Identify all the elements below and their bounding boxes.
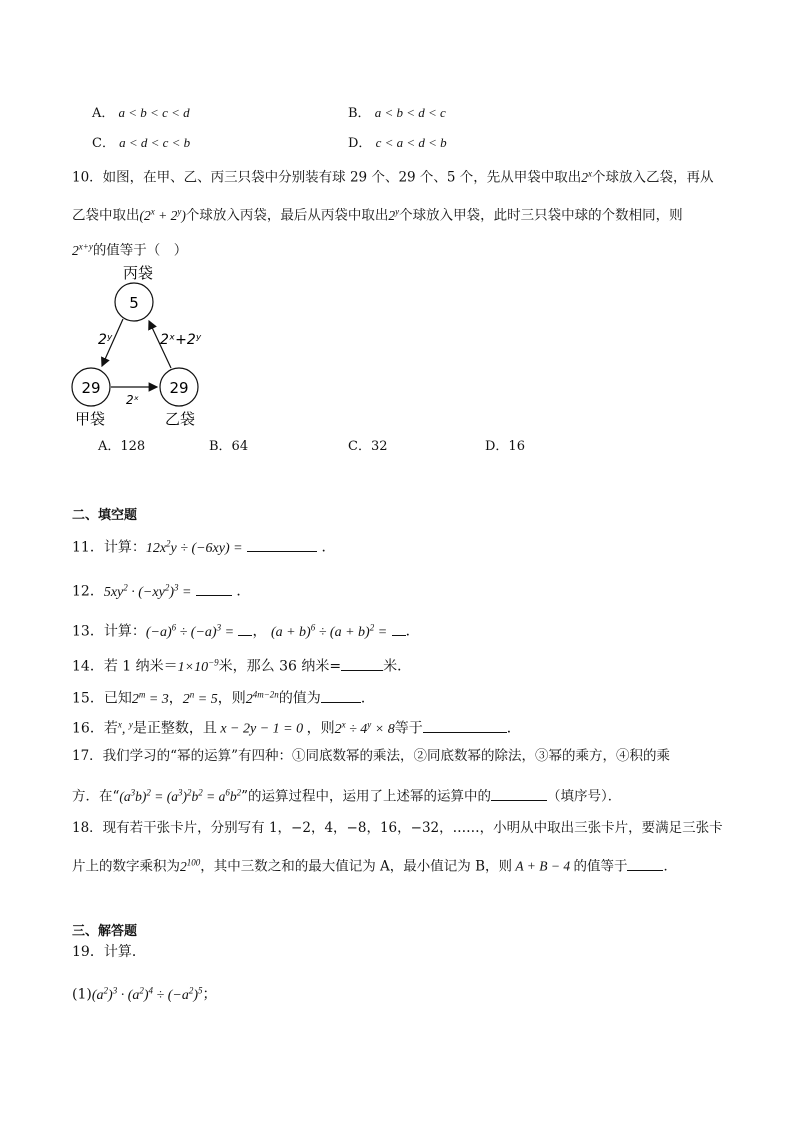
jia-bag-count: 29 [81,379,101,397]
q15-text-d: 的值为 [278,690,321,707]
q16-text-a: 16．若 [72,720,118,737]
q15-answer-blank[interactable] [321,688,361,703]
q14: 14．若 1 纳米$=1\times 10^{-9}$米，那么 36 纳米= 米． [72,657,412,675]
q14-text-c: 米． [383,658,412,675]
q19-part-1-end: ； [202,986,217,1003]
q18-line-1: 18．现有若干张卡片，分别写有 1，−2，4，−8，16，−32，……，小明从中取出三张卡片，要满足三张卡 [72,820,723,836]
q19-part-1: $(1)(a^2)^3 \cdot (a^2)^4 \div (-a^2)^5$； [72,985,217,1003]
arrow-label-jia-yi: 2ˣ [126,393,139,407]
q11: 11．计算：$12x^2y \div (-6xy)$ = ． [72,538,336,556]
q17-text-2a: 方．在“ [72,788,120,805]
q10-line-2: 乙袋中取出$(2^x + 2^y)$个球放入丙袋，最后从丙袋中取出2$^y$个球放入甲袋，此时三只袋中球的个数相同，则 [72,206,683,224]
q17-text-2c: （填序号）． [547,788,622,805]
bags-diagram [60,258,220,430]
q13: 13．计算：$(-a)^6 \div (-a)^3$ = ， $(a + b)^6 \div (a + b)^2$ = ． [72,622,420,640]
q9-option-a-text: a < b < c < d [118,105,190,120]
q12-answer-blank[interactable] [196,581,232,596]
q16-text-b: 是正整数，且 [132,720,217,737]
q9-option-d-label: D． [348,136,372,151]
q14-answer-blank[interactable] [341,656,383,671]
q19-title: 19．计算． [72,944,146,960]
jia-bag-label: 甲袋 [74,410,106,428]
q15-text-c: ，则 [217,690,246,707]
q9-option-c [92,132,190,151]
q10-text-1b: 个球放入乙袋，再从 [592,169,714,186]
q13-answer-blank-1[interactable] [238,621,252,636]
q9-option-b [348,102,446,121]
q16-text-e: ． [506,720,521,737]
q15-text-a: 15．已知 [72,690,132,707]
q18-text-2d: ． [663,858,677,875]
q10-text-2c: 个球放入甲袋，此时三只袋中球的个数相同，则 [399,207,683,224]
bing-bag-count: 5 [129,294,139,312]
q18-text-2c: 的值等于 [573,858,628,875]
q10-option-c: C．32 [348,439,388,454]
q15-text-e: ． [360,690,375,707]
q17-text-2b: ”的运算过程中，运用了上述幂的运算中的 [241,788,492,805]
q12: 12．$5xy^2 \cdot (-xy^2)^3$ = ． [72,582,251,600]
q16: 16．若$^x$, $^y$是正整数，且 x − 2y − 1 = 0 ，则$2^x \div 4^y \times 8$等于 ． [72,719,521,737]
q15-text-b: ， [168,690,183,707]
q9-option-d-text: c < a < d < b [375,135,447,150]
arrow-label-bing-jia: 2ʸ [98,332,113,348]
q11-prefix: 11．计算： [72,539,146,556]
q10-line-1: 10．如图，在甲、乙、丙三只袋中分别装有球 29 个、29 个、5 个，先从甲袋中取出2$^x$个球放入乙袋，再从 [72,168,714,186]
q14-text-b: 米，那么 36 纳米= [218,658,342,675]
q12-prefix: 12． [72,583,104,600]
q10-text-1a: 10．如图，在甲、乙、丙三只袋中分别装有球 29 个、29 个、5 个，先从甲袋中取出 [72,169,582,186]
q10-text-2a: 乙袋中取出 [72,207,140,224]
q13-answer-blank-2[interactable] [392,621,406,636]
q9-option-c-label: C． [92,136,115,151]
q13-prefix: 13．计算： [72,623,146,640]
q10-text-2b: 个球放入丙袋，最后从丙袋中取出 [185,207,389,224]
q14-text-a: 14．若 1 纳米＝ [72,658,178,675]
q9-option-a [92,102,190,121]
q16-answer-blank[interactable] [423,718,507,733]
q18-line-2: 片上的数字乘积为$2^{100}$，其中三数之和的最大值记为 A，最小值记为 B，则 A + B − 4 的值等于 ． [72,857,677,875]
q10-option-b: B．64 [209,439,249,454]
q16-text-d: 等于 [394,720,423,737]
q9-option-c-text: a < d < c < b [119,135,191,150]
q11-answer-blank[interactable] [247,537,317,552]
q10-option-d: D．16 [485,439,525,454]
section-fill-in-title: 二、填空题 [72,508,138,523]
q9-option-d [348,132,447,151]
q19-part-1-label: (1) [72,986,92,1003]
q18-answer-blank[interactable] [627,856,663,871]
section-answer-title: 三、解答题 [72,924,138,939]
q10-line-3: $2^{x+y}$的值等于（ ） [72,241,188,259]
q10-option-a: A．128 [98,439,146,454]
q17-line-1: 17．我们学习的“幂的运算”有四种：①同底数幂的乘法，②同底数幂的除法，③幂的乘方，④积的乘 [72,748,670,764]
q15: 15．已知$2^m = 3$，$2^n = 5$，则$2^{4m-2n}$的值为 ． [72,689,375,707]
q9-option-b-label: B． [348,106,371,121]
bing-bag-label: 丙袋 [122,264,154,282]
yi-bag-label: 乙袋 [164,410,196,428]
q17-answer-blank[interactable] [491,786,547,801]
q18-text-2b: ，其中三数之和的最大值记为 A，最小值记为 B，则 [200,858,513,875]
q16-text-c: ，则 [306,720,335,737]
q9-option-b-text: a < b < d < c [374,105,446,120]
yi-bag-count: 29 [169,379,189,397]
q17-line-2: 方．在“$(a^3b)^2 = (a^3)^2b^2 = a^6b^2$”的运算过程中，运用了上述幂的运算中的 （填序号）． [72,787,622,805]
arrow-label-yi-bing: 2ˣ+2ʸ [160,332,201,348]
q10-text-3: 的值等于（ ） [92,242,188,259]
q9-option-a-label: A． [92,106,115,121]
q18-text-2a: 片上的数字乘积为 [72,858,180,875]
